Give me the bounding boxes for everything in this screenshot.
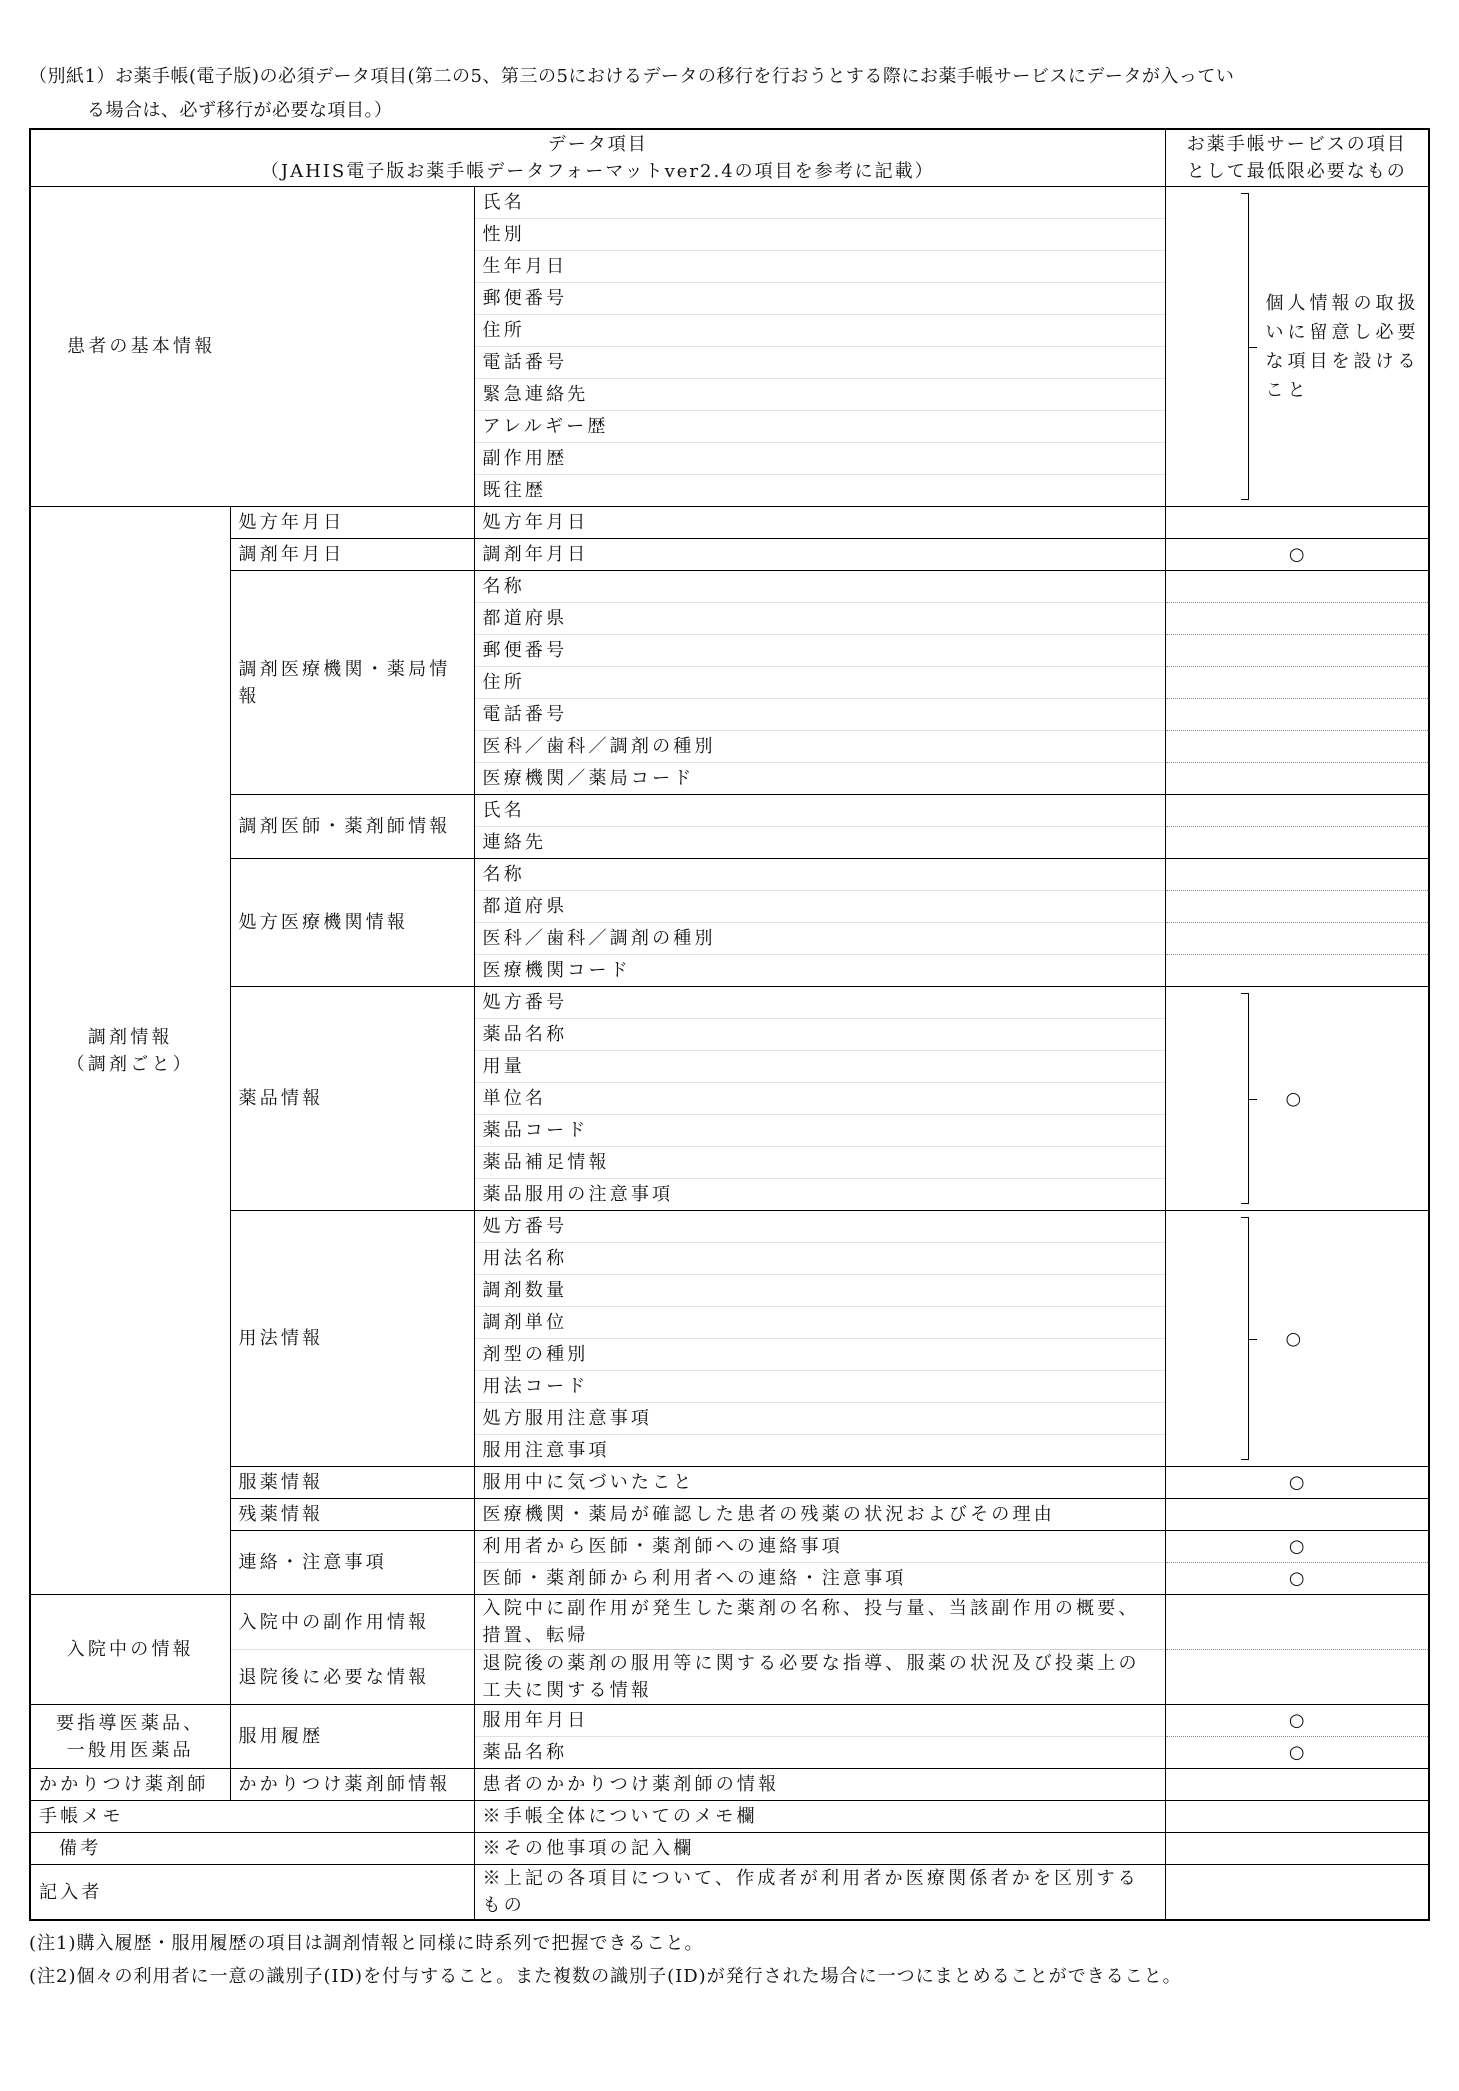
subcategory-cell: 処方医療機関情報 <box>230 859 474 987</box>
data-item: 氏名 <box>474 795 1165 827</box>
required-mark <box>1165 1801 1429 1833</box>
data-item: 電話番号 <box>474 699 1165 731</box>
table-row <box>30 987 1429 1019</box>
data-item: 調剤数量 <box>474 1275 1165 1307</box>
required-mark <box>1165 1833 1429 1865</box>
table-row <box>30 1211 1429 1243</box>
required-mark: ○ <box>1165 539 1429 571</box>
required-mark: ○ <box>1165 1705 1429 1737</box>
data-item: 住所 <box>474 667 1165 699</box>
table-row <box>30 1865 1429 1921</box>
document-title <box>29 60 1439 128</box>
data-item: 医師・薬剤師から利用者への連絡・注意事項 <box>474 1563 1165 1595</box>
subcategory-cell: 連絡・注意事項 <box>230 1531 474 1595</box>
required-mark: ○ <box>1285 1328 1305 1349</box>
data-item: 連絡先 <box>474 827 1165 859</box>
table-row <box>30 1833 1429 1865</box>
data-item: 薬品名称 <box>474 1737 1165 1769</box>
subcategory-cell: 用法情報 <box>230 1211 474 1467</box>
required-mark <box>1165 891 1429 923</box>
table-row <box>30 795 1429 827</box>
footnotes <box>29 1927 1439 1993</box>
category-cell: 入院中の情報 <box>30 1595 230 1705</box>
footnote-2: (注2)個々の利用者に一意の識別子(ID)を付与すること。また複数の識別子(ID)が発行された場合に一つにまとめることができること。 <box>29 1966 1182 1987</box>
header-required-line-1: お薬手帳サービスの項目 <box>1186 134 1407 155</box>
header-data-items-note: （JAHIS電子版お薬手帳データフォーマットver2.4の項目を参考に記載） <box>260 161 935 182</box>
data-item: 薬品服用の注意事項 <box>474 1179 1165 1211</box>
required-bracket-cell <box>1165 987 1429 1211</box>
required-mark <box>1165 571 1429 603</box>
data-item: 都道府県 <box>474 603 1165 635</box>
data-item: 単位名 <box>474 1083 1165 1115</box>
required-mark <box>1165 955 1429 987</box>
data-item: ※上記の各項目について、作成者が利用者か医療関係者かを区別するもの <box>474 1865 1165 1921</box>
data-item: 調剤年月日 <box>474 539 1165 571</box>
data-item: アレルギー歴 <box>474 411 1165 443</box>
data-item: 氏名 <box>474 187 1165 219</box>
data-item: 処方年月日 <box>474 507 1165 539</box>
required-mark <box>1165 635 1429 667</box>
required-data-items-table <box>29 128 1430 1921</box>
data-item: 生年月日 <box>474 251 1165 283</box>
required-mark <box>1165 763 1429 795</box>
data-item: 利用者から医師・薬剤師への連絡事項 <box>474 1531 1165 1563</box>
header-data-items <box>30 129 1165 187</box>
required-mark <box>1165 923 1429 955</box>
category-cell: 要指導医薬品、 一般用医薬品 <box>30 1705 230 1769</box>
data-item: 電話番号 <box>474 347 1165 379</box>
bracket-tick <box>1249 1339 1257 1340</box>
data-item: 医療機関コード <box>474 955 1165 987</box>
table-row <box>30 1531 1429 1563</box>
required-mark <box>1165 731 1429 763</box>
data-item: 患者のかかりつけ薬剤師の情報 <box>474 1769 1165 1801</box>
subcategory-cell: 調剤年月日 <box>230 539 474 571</box>
required-note: 個人情報の取扱いに留意し必要な項目を設けること <box>1265 292 1420 401</box>
required-mark <box>1165 1650 1429 1705</box>
data-item: 剤型の種別 <box>474 1339 1165 1371</box>
category-cell: 記入者 <box>30 1865 474 1921</box>
data-item: 用法コード <box>474 1371 1165 1403</box>
data-item: ※手帳全体についてのメモ欄 <box>474 1801 1165 1833</box>
data-item: 薬品名称 <box>474 1019 1165 1051</box>
table-row <box>30 539 1429 571</box>
bracket-tick <box>1249 347 1257 348</box>
subcategory-cell: 服用履歴 <box>230 1705 474 1769</box>
data-item: 名称 <box>474 571 1165 603</box>
data-item: 薬品コード <box>474 1115 1165 1147</box>
data-item: 服用年月日 <box>474 1705 1165 1737</box>
table-row <box>30 507 1429 539</box>
required-bracket-cell <box>1165 187 1429 507</box>
required-mark <box>1165 1769 1429 1801</box>
data-item: 医科／歯科／調剤の種別 <box>474 731 1165 763</box>
required-mark <box>1165 1499 1429 1531</box>
data-item: ※その他事項の記入欄 <box>474 1833 1165 1865</box>
title-line-1: （別紙1）お薬手帳(電子版)の必須データ項目(第二の5、第三の5におけるデータの移行を行おうとする際にお薬手帳サービスにデータが入ってい <box>29 66 1235 87</box>
bracket-icon <box>1248 993 1249 1204</box>
data-item: 処方番号 <box>474 987 1165 1019</box>
subcategory-cell: かかりつけ薬剤師情報 <box>230 1769 474 1801</box>
footnote-1: (注1)購入履歴・服用履歴の項目は調剤情報と同様に時系列で把握できること。 <box>29 1933 704 1954</box>
data-item: 副作用歴 <box>474 443 1165 475</box>
category-cell: 患者の基本情報 <box>30 187 474 507</box>
header-required <box>1165 129 1429 187</box>
required-mark <box>1165 1865 1429 1921</box>
category-cell: 調剤情報 （調剤ごと） <box>30 507 230 1595</box>
required-mark <box>1165 603 1429 635</box>
data-item: 緊急連絡先 <box>474 379 1165 411</box>
data-item: 薬品補足情報 <box>474 1147 1165 1179</box>
data-item: 郵便番号 <box>474 283 1165 315</box>
data-item: 服用中に気づいたこと <box>474 1467 1165 1499</box>
table-row <box>30 1595 1429 1650</box>
bracket-tick <box>1249 1099 1257 1100</box>
category-cell: 備考 <box>30 1833 474 1865</box>
subcategory-cell: 調剤医師・薬剤師情報 <box>230 795 474 859</box>
subcategory-cell: 薬品情報 <box>230 987 474 1211</box>
required-mark: ○ <box>1165 1467 1429 1499</box>
data-item: 住所 <box>474 315 1165 347</box>
data-item: 医科／歯科／調剤の種別 <box>474 923 1165 955</box>
table-row <box>30 1499 1429 1531</box>
table-row <box>30 1650 1429 1705</box>
required-mark <box>1165 507 1429 539</box>
required-mark: ○ <box>1165 1563 1429 1595</box>
data-item: 調剤単位 <box>474 1307 1165 1339</box>
required-mark <box>1165 667 1429 699</box>
table-row <box>30 1801 1429 1833</box>
table-row <box>30 571 1429 603</box>
required-mark: ○ <box>1165 1737 1429 1769</box>
required-mark: ○ <box>1285 1088 1305 1109</box>
title-line-2: る場合は、必ず移行が必要な項目。） <box>87 100 393 121</box>
table-row <box>30 1705 1429 1737</box>
table-row <box>30 859 1429 891</box>
table-header-row <box>30 129 1429 187</box>
bracket-icon <box>1248 193 1249 500</box>
data-item: 用法名称 <box>474 1243 1165 1275</box>
subcategory-cell: 退院後に必要な情報 <box>230 1650 474 1705</box>
subcategory-cell: 入院中の副作用情報 <box>230 1595 474 1650</box>
required-mark <box>1165 795 1429 827</box>
category-cell: かかりつけ薬剤師 <box>30 1769 230 1801</box>
data-item: 退院後の薬剤の服用等に関する必要な指導、服薬の状況及び投薬上の工夫に関する情報 <box>474 1650 1165 1705</box>
data-item: 既往歴 <box>474 475 1165 507</box>
required-bracket-cell <box>1165 1211 1429 1467</box>
subcategory-cell: 残薬情報 <box>230 1499 474 1531</box>
data-item: 医療機関・薬局が確認した患者の残薬の状況およびその理由 <box>474 1499 1165 1531</box>
data-item: 処方番号 <box>474 1211 1165 1243</box>
required-mark <box>1165 1595 1429 1650</box>
data-item: 用量 <box>474 1051 1165 1083</box>
table-row <box>30 1769 1429 1801</box>
header-required-line-2: として最低限必要なもの <box>1186 161 1407 182</box>
subcategory-cell: 調剤医療機関・薬局情報 <box>230 571 474 795</box>
category-cell: 手帳メモ <box>30 1801 474 1833</box>
data-item: 性別 <box>474 219 1165 251</box>
required-mark <box>1165 827 1429 859</box>
header-data-items-label: データ項目 <box>547 134 648 155</box>
table-row <box>30 187 1429 219</box>
data-item: 郵便番号 <box>474 635 1165 667</box>
subcategory-cell: 処方年月日 <box>230 507 474 539</box>
data-item: 服用注意事項 <box>474 1435 1165 1467</box>
data-item: 入院中に副作用が発生した薬剤の名称、投与量、当該副作用の概要、措置、転帰 <box>474 1595 1165 1650</box>
table-row <box>30 1467 1429 1499</box>
subcategory-cell: 服薬情報 <box>230 1467 474 1499</box>
data-item: 名称 <box>474 859 1165 891</box>
required-mark <box>1165 859 1429 891</box>
data-item: 医療機関／薬局コード <box>474 763 1165 795</box>
required-mark: ○ <box>1165 1531 1429 1563</box>
required-mark <box>1165 699 1429 731</box>
bracket-icon <box>1248 1217 1249 1460</box>
data-item: 都道府県 <box>474 891 1165 923</box>
data-item: 処方服用注意事項 <box>474 1403 1165 1435</box>
